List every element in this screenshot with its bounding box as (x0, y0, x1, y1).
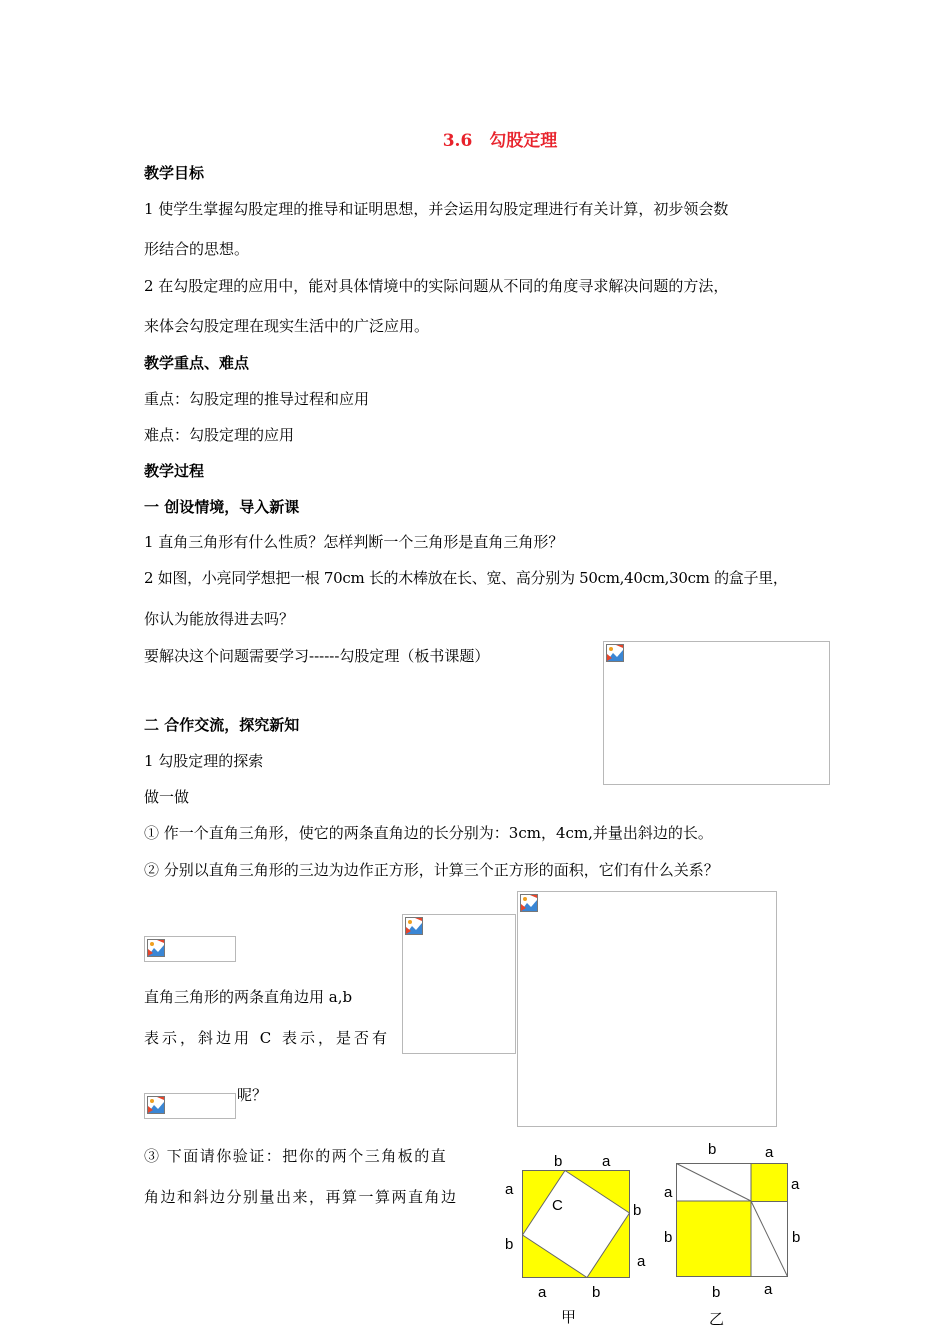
broken-image-icon (147, 1096, 165, 1114)
part-1-question-1: 1 直角三角形有什么性质？怎样判断一个三角形是直角三角形？ (144, 533, 564, 551)
yi-label-right-top-a: a (791, 1176, 800, 1193)
part-1-solve-line: 要解决这个问题需要学习------勾股定理（板书课题） (144, 647, 490, 665)
formula-image-2 (144, 1093, 236, 1119)
objective-1-line-1: 1 使学生掌握勾股定理的推导和证明思想，并会运用勾股定理进行有关计算，初步领会数 (144, 200, 729, 218)
objective-2-line-2: 来体会勾股定理在现实生活中的广泛应用。 (144, 317, 430, 335)
jia-label-bottom-b: b (592, 1284, 601, 1301)
yi-label-top-a: a (765, 1144, 774, 1161)
part-1-question-2-line-1: 2 如图，小亮同学想把一根 70cm 长的木棒放在长、宽、高分别为 50cm,40cm,30cm 的盒子里， (144, 569, 788, 587)
jia-label-top-a: a (602, 1153, 611, 1170)
jia-label-left-b: b (505, 1236, 514, 1253)
broken-image-icon (520, 894, 538, 912)
part-2-heading: 二 合作交流，探究新知 (144, 716, 300, 734)
jia-label-right-b: b (633, 1202, 642, 1219)
yi-label-bottom-b: b (712, 1284, 721, 1301)
key-point: 重点：勾股定理的推导过程和应用 (144, 390, 370, 408)
squares-figure-image (517, 891, 777, 1127)
part-1-heading: 一 创设情境，导入新课 (144, 498, 300, 516)
objectives-heading: 教学目标 (144, 164, 205, 182)
difficult-point: 难点：勾股定理的应用 (144, 426, 295, 444)
yi-label-top-b: b (708, 1141, 717, 1158)
figure-yi-caption: 乙 (709, 1310, 725, 1328)
yi-label-left-b: b (664, 1229, 673, 1246)
yi-label-bottom-a: a (764, 1281, 773, 1298)
process-heading: 教学过程 (144, 462, 205, 480)
broken-image-icon (606, 644, 624, 662)
yi-label-left-a: a (664, 1184, 673, 1201)
yi-label-right-b: b (792, 1229, 801, 1246)
jia-label-left-a: a (505, 1181, 514, 1198)
small-square (751, 1164, 788, 1202)
objective-2-line-1: 2 在勾股定理的应用中，能对具体情境中的实际问题从不同的角度寻求解决问题的方法， (144, 277, 729, 295)
part-2-ab-line-1: 直角三角形的两条直角边用 a,b (144, 988, 353, 1006)
part-2-step-1: ① 作一个直角三角形，使它的两条直角边的长分别为：3cm，4cm,并量出斜边的长。 (144, 824, 713, 842)
objective-1-line-2: 形结合的思想。 (144, 240, 250, 258)
jia-label-center: C (552, 1197, 563, 1214)
part-2-ab-line-2: 表示，斜边用 C 表示，是否有 (144, 1029, 391, 1047)
figure-yi-diagram (676, 1163, 788, 1277)
part-2-explore: 1 勾股定理的探索 (144, 752, 264, 770)
part-2-step-3-line-1: ③ 下面请你验证：把你的两个三角板的直 (144, 1147, 448, 1165)
broken-image-icon (405, 917, 423, 935)
jia-label-right-a: a (637, 1253, 646, 1270)
part-1-question-2-line-2: 你认为能放得进去吗？ (144, 610, 295, 628)
figure-jia-diagram (522, 1170, 630, 1278)
large-square (677, 1201, 752, 1277)
broken-image-icon (147, 939, 165, 957)
triangle-figure-image (402, 914, 516, 1054)
key-points-heading: 教学重点、难点 (144, 354, 250, 372)
page-title: 3.6 勾股定理 (442, 131, 558, 151)
part-2-step-2: ② 分别以直角三角形的三边为边作正方形，计算三个正方形的面积，它们有什么关系？ (144, 861, 719, 879)
part-2-ab-line-3: 呢？ (237, 1086, 268, 1104)
figure-jia-caption: 甲 (561, 1308, 577, 1326)
formula-image-1 (144, 936, 236, 962)
part-2-do: 做一做 (144, 788, 190, 806)
box-figure-image (603, 641, 830, 785)
jia-label-bottom-a: a (538, 1284, 547, 1301)
part-2-step-3-line-2: 角边和斜边分别量出来，再算一算两直角边 (144, 1188, 458, 1206)
jia-label-top-b: b (554, 1153, 563, 1170)
